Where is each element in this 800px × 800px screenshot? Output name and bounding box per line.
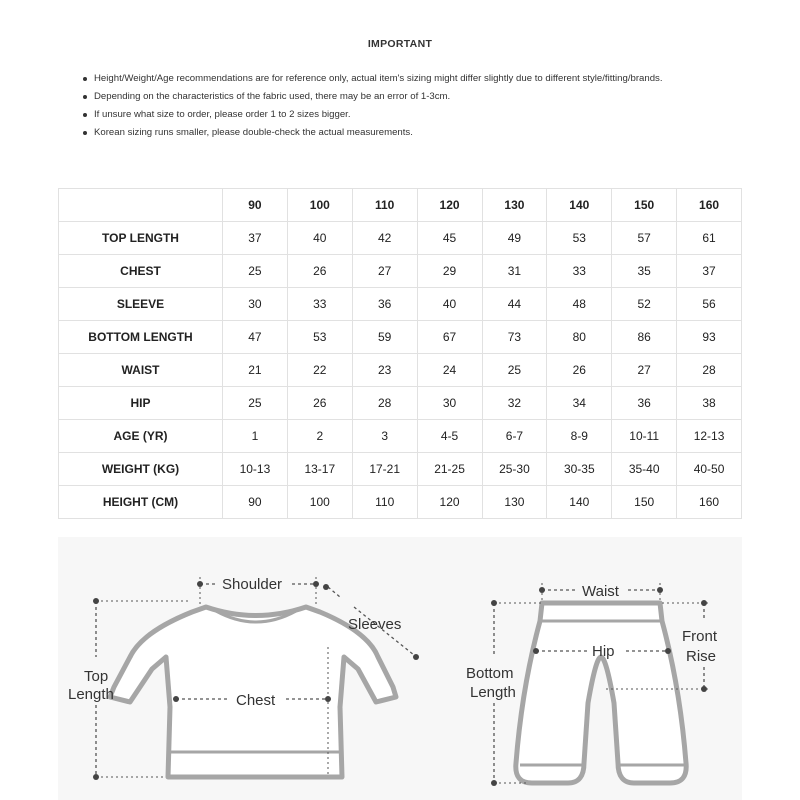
important-notes: [80, 70, 730, 142]
measurement-cell: 53: [547, 222, 612, 255]
measurement-cell: 150: [612, 486, 677, 519]
measurement-cell: 47: [223, 321, 288, 354]
measurement-cell: 57: [612, 222, 677, 255]
bottom-length-label-line1: Bottom: [466, 665, 514, 682]
measurement-cell: 90: [223, 486, 288, 519]
measurement-cell: 28: [352, 387, 417, 420]
table-header-row: [59, 189, 742, 222]
measurement-cell: 25: [223, 387, 288, 420]
note-item: Depending on the characteristics of the fabric used, there may be an error of 1-3cm.: [80, 88, 730, 106]
important-title: IMPORTANT: [367, 38, 433, 50]
measurement-cell: 44: [482, 288, 547, 321]
pants-illustration: [516, 603, 686, 783]
size-header-cell: 140: [547, 189, 612, 222]
measurement-cell: 25-30: [482, 453, 547, 486]
measurement-diagram-svg: [58, 537, 742, 800]
table-row: [59, 420, 742, 453]
size-header-cell: 100: [287, 189, 352, 222]
front-rise-label-line2: Rise: [686, 648, 717, 665]
front-rise-label-line1: Front: [682, 628, 718, 645]
measurement-cell: 37: [223, 222, 288, 255]
size-header-cell: 150: [612, 189, 677, 222]
row-label-cell: CHEST: [59, 255, 223, 288]
row-label-cell: HEIGHT (CM): [59, 486, 223, 519]
measurement-cell: 30-35: [547, 453, 612, 486]
measurement-cell: 48: [547, 288, 612, 321]
measurement-cell: 56: [677, 288, 742, 321]
measurement-cell: 26: [287, 387, 352, 420]
measurement-cell: 21: [223, 354, 288, 387]
measurement-cell: 34: [547, 387, 612, 420]
row-label-cell: BOTTOM LENGTH: [59, 321, 223, 354]
size-header-cell: 110: [352, 189, 417, 222]
row-label-cell: WEIGHT (KG): [59, 453, 223, 486]
measurement-cell: 35-40: [612, 453, 677, 486]
measurement-cell: 6-7: [482, 420, 547, 453]
measurement-cell: 36: [352, 288, 417, 321]
note-item: Korean sizing runs smaller, please double-check the actual measurements.: [80, 124, 730, 142]
table-row: [59, 453, 742, 486]
measurement-cell: 22: [287, 354, 352, 387]
measurement-cell: 4-5: [417, 420, 482, 453]
measurement-cell: 17-21: [352, 453, 417, 486]
row-label-cell: HIP: [59, 387, 223, 420]
sleeves-label: Sleeves: [348, 616, 402, 633]
table-corner-cell: [59, 189, 223, 222]
measurement-cell: 27: [352, 255, 417, 288]
size-table-body: [59, 222, 742, 519]
measurement-cell: 28: [677, 354, 742, 387]
measurement-cell: 30: [223, 288, 288, 321]
table-row: [59, 222, 742, 255]
measurement-cell: 30: [417, 387, 482, 420]
top-length-label-line2: Length: [68, 686, 114, 703]
measurement-cell: 26: [287, 255, 352, 288]
measurement-cell: 140: [547, 486, 612, 519]
hip-label: Hip: [592, 643, 615, 660]
measurement-cell: 12-13: [677, 420, 742, 453]
measurement-cell: 42: [352, 222, 417, 255]
measurement-cell: 86: [612, 321, 677, 354]
row-label-cell: WAIST: [59, 354, 223, 387]
note-item: Height/Weight/Age recommendations are for reference only, actual item's sizing might differ slightly due to different style/fitting/brands.: [80, 70, 730, 88]
table-row: [59, 486, 742, 519]
row-label-cell: TOP LENGTH: [59, 222, 223, 255]
size-header-cell: 120: [417, 189, 482, 222]
measurement-cell: 13-17: [287, 453, 352, 486]
measurement-cell: 110: [352, 486, 417, 519]
row-label-cell: SLEEVE: [59, 288, 223, 321]
measurement-diagram: [58, 537, 742, 800]
top-length-label-line1: Top: [84, 668, 109, 685]
measurement-cell: 35: [612, 255, 677, 288]
measurement-cell: 24: [417, 354, 482, 387]
measurement-cell: 40: [287, 222, 352, 255]
note-item: If unsure what size to order, please order 1 to 2 sizes bigger.: [80, 106, 730, 124]
measurement-cell: 160: [677, 486, 742, 519]
measurement-cell: 61: [677, 222, 742, 255]
measurement-cell: 32: [482, 387, 547, 420]
measurement-cell: 67: [417, 321, 482, 354]
measurement-cell: 59: [352, 321, 417, 354]
table-row: [59, 387, 742, 420]
measurement-cell: 33: [547, 255, 612, 288]
measurement-cell: 36: [612, 387, 677, 420]
measurement-cell: 29: [417, 255, 482, 288]
measurement-cell: 25: [223, 255, 288, 288]
shoulder-label: Shoulder: [222, 576, 283, 593]
measurement-cell: 1: [223, 420, 288, 453]
measurement-cell: 45: [417, 222, 482, 255]
size-header-cell: 160: [677, 189, 742, 222]
measurement-cell: 21-25: [417, 453, 482, 486]
measurement-cell: 2: [287, 420, 352, 453]
measurement-cell: 52: [612, 288, 677, 321]
measurement-cell: 25: [482, 354, 547, 387]
measurement-cell: 100: [287, 486, 352, 519]
chest-label: Chest: [236, 692, 276, 709]
measurement-cell: 10-13: [223, 453, 288, 486]
measurement-cell: 53: [287, 321, 352, 354]
table-row: [59, 354, 742, 387]
measurement-cell: 33: [287, 288, 352, 321]
measurement-cell: 23: [352, 354, 417, 387]
measurement-cell: 27: [612, 354, 677, 387]
bottom-length-label-line2: Length: [470, 684, 516, 701]
size-chart-table: [58, 188, 742, 519]
measurement-cell: 8-9: [547, 420, 612, 453]
table-row: [59, 321, 742, 354]
measurement-cell: 40-50: [677, 453, 742, 486]
measurement-cell: 80: [547, 321, 612, 354]
measurement-cell: 31: [482, 255, 547, 288]
waist-label: Waist: [582, 583, 619, 600]
size-header-cell: 90: [223, 189, 288, 222]
measurement-cell: 120: [417, 486, 482, 519]
measurement-cell: 37: [677, 255, 742, 288]
measurement-cell: 26: [547, 354, 612, 387]
measurement-cell: 130: [482, 486, 547, 519]
measurement-cell: 38: [677, 387, 742, 420]
table-row: [59, 255, 742, 288]
measurement-cell: 10-11: [612, 420, 677, 453]
measurement-cell: 49: [482, 222, 547, 255]
measurement-cell: 93: [677, 321, 742, 354]
measurement-cell: 40: [417, 288, 482, 321]
measurement-cell: 73: [482, 321, 547, 354]
size-header-cell: 130: [482, 189, 547, 222]
measurement-cell: 3: [352, 420, 417, 453]
table-row: [59, 288, 742, 321]
row-label-cell: AGE (YR): [59, 420, 223, 453]
